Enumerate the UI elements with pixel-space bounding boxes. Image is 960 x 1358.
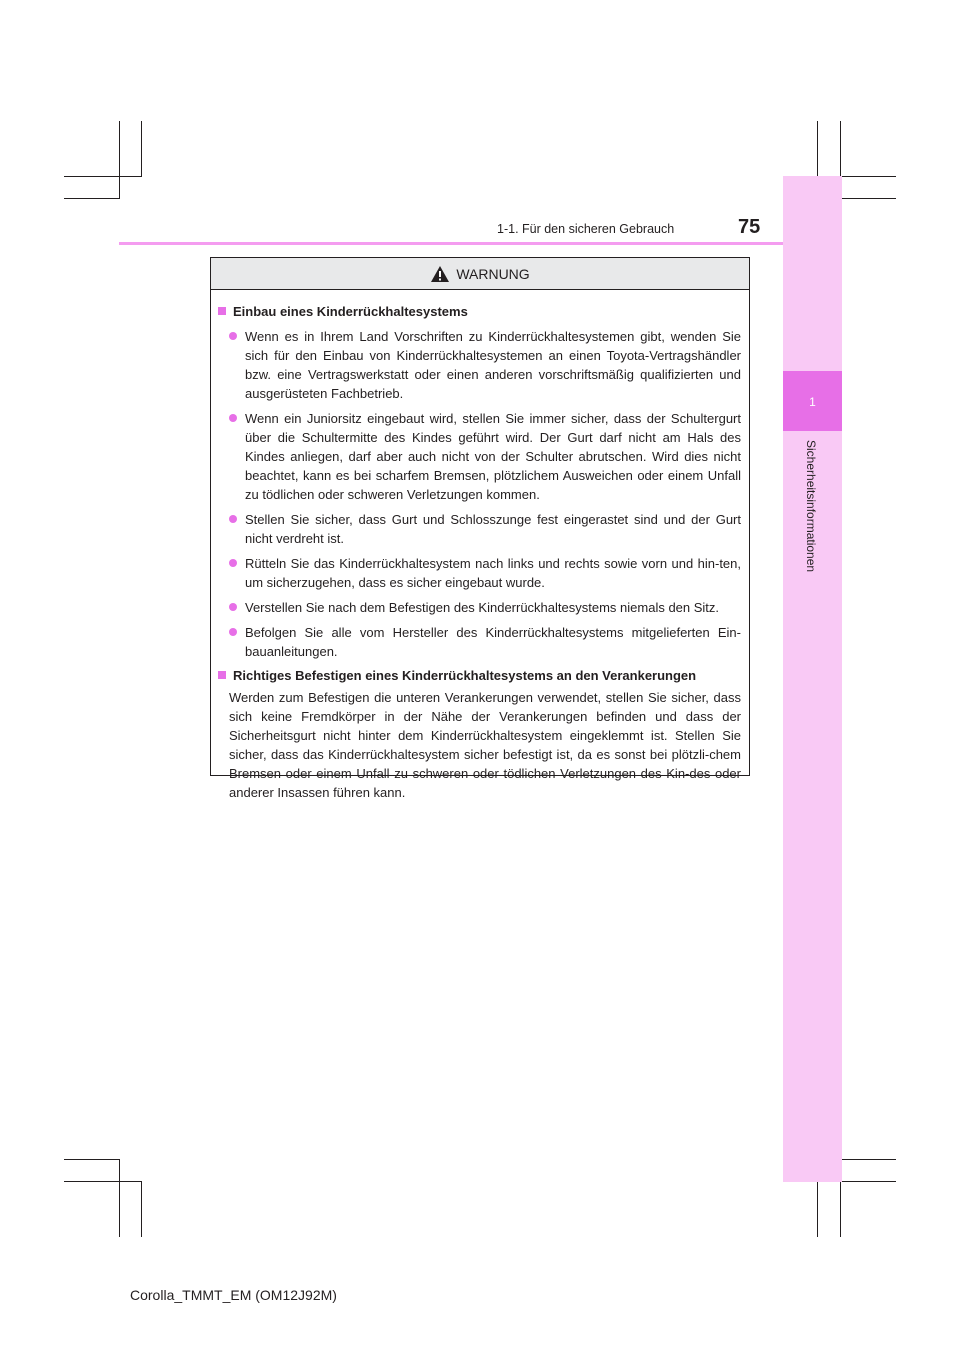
warning-header bbox=[211, 258, 749, 290]
section-heading bbox=[218, 302, 741, 321]
list-item-text: Stellen Sie sicher, dass Gurt und Schlosszunge fest eingerastet sind und der Gurt nicht verdreht ist. bbox=[245, 512, 741, 546]
page-number: 75 bbox=[738, 216, 761, 238]
bullet-icon bbox=[229, 603, 237, 611]
list-item bbox=[218, 554, 741, 592]
chapter-label: Sicherheitsinformationen bbox=[804, 440, 818, 573]
list-item-text: Wenn ein Juniorsitz eingebaut wird, stellen Sie immer sicher, dass der Schultergurt über die Schultermitte des Kindes geführt wird. Der Gurt darf nicht am Hals des Kindes anliegen, darf aber auch nicht von der Schulter abrutschen. Wird dies nicht beachtet, kann es bei scharfem Bremsen, plötzlichem Ausweichen oder einem Unfall zu tödlichen oder schweren Verletzungen kommen. bbox=[245, 411, 741, 502]
list-item bbox=[218, 327, 741, 403]
list-item bbox=[218, 598, 741, 617]
section-heading-text: Richtiges Befestigen eines Kinderrückhaltesystems an den Verankerungen bbox=[233, 668, 697, 683]
section-paragraph: Werden zum Befestigen die unteren Verankerungen verwendet, stellen Sie sicher, dass sich keine Fremdkörper in der Nähe der Verankerungen befinden und dass der Sicherheitsgurt nicht hinter dem Kinderrückhaltesystem eingeklemmt ist. Stellen Sie sicher, dass das Kinderrückhaltesystem sicher befestigt ist, da es sonst bei plötzli-chem Bremsen oder einem Unfall zu schweren oder tödlichen Verletzungen des Kin-des oder anderer Insassen führen kann. bbox=[229, 690, 741, 800]
bullet-icon bbox=[229, 628, 237, 636]
section-title: 1-1. Für den sicheren Gebrauch bbox=[497, 222, 675, 236]
list-item-text: Rütteln Sie das Kinderrückhaltesystem nach links und rechts sowie vorn und hin-ten, um sicherzugehen, dass es sicher eingebaut wurde. bbox=[245, 556, 741, 590]
header-rule bbox=[119, 242, 783, 245]
warning-body bbox=[211, 290, 749, 802]
list-item-text: Verstellen Sie nach dem Befestigen des Kinderrückhaltesystems niemals den Sitz. bbox=[245, 600, 720, 615]
list-item-text: Befolgen Sie alle vom Hersteller des Kinderrückhaltesystems mitgelieferten Ein-bauanleitungen. bbox=[245, 625, 741, 659]
bullet-icon bbox=[229, 515, 237, 523]
bullet-icon bbox=[229, 559, 237, 567]
list-item bbox=[218, 623, 741, 661]
square-bullet-icon bbox=[218, 671, 226, 679]
bullet-icon bbox=[229, 332, 237, 340]
footer-text: Corolla_TMMT_EM (OM12J92M) bbox=[130, 1287, 337, 1303]
section-heading bbox=[218, 666, 741, 685]
warning-box bbox=[210, 257, 750, 800]
bullet-icon bbox=[229, 414, 237, 422]
square-bullet-icon bbox=[218, 307, 226, 315]
section-heading-text: Einbau eines Kinderrückhaltesystems bbox=[233, 304, 468, 319]
warning-icon bbox=[430, 265, 450, 283]
side-tab bbox=[783, 176, 842, 1182]
warning-title: WARNUNG bbox=[456, 265, 530, 282]
chapter-number: 1 bbox=[783, 371, 842, 431]
list-item-text: Wenn es in Ihrem Land Vorschriften zu Kinderrückhaltesystemen gibt, wenden Sie sich für den Einbau von Kinderrückhaltesystemen an einen Toyota-Vertragshändler bzw. eine Vertragswerkstatt oder einen anderen vorschriftsmäßig qualifizierten und ausgerüsteten Fachbetrieb. bbox=[245, 329, 741, 401]
list-item bbox=[218, 510, 741, 548]
list-item bbox=[218, 409, 741, 504]
